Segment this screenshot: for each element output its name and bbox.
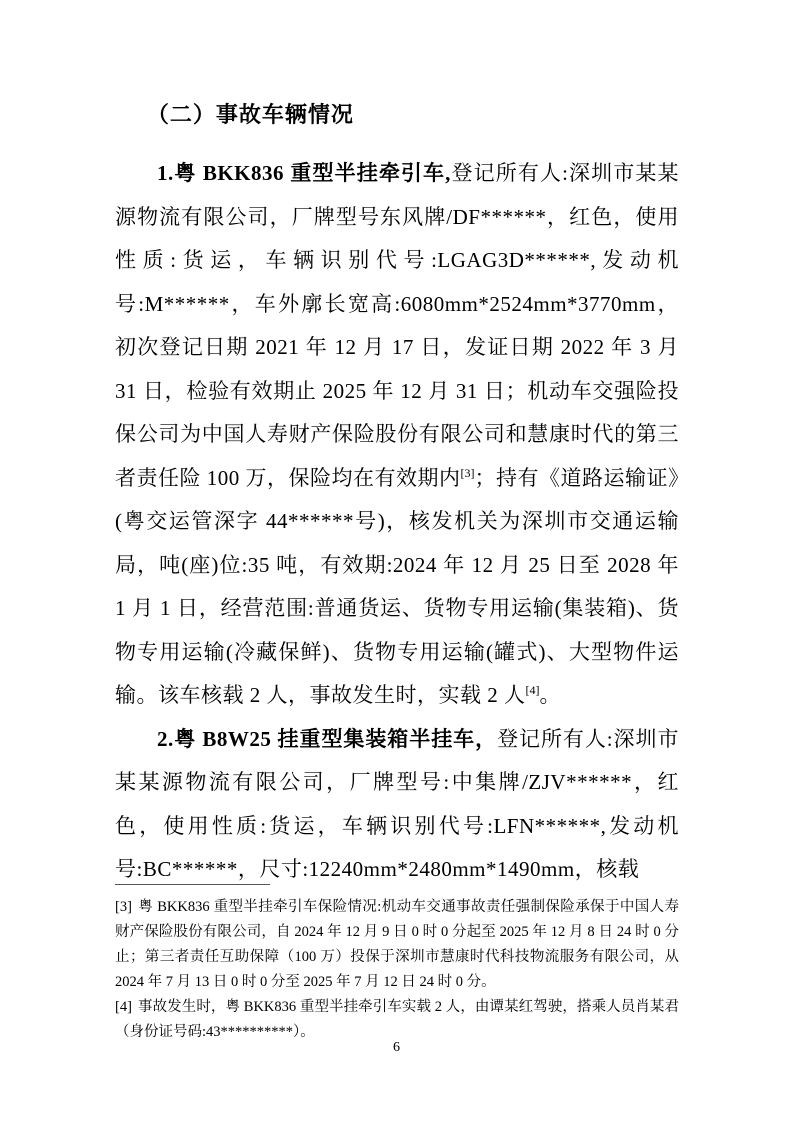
document-body	[115, 100, 679, 892]
footnote-4-text: 事故发生时，粤 BKK836 重型半挂牵引车实载 2 人，由谭某红驾驶，搭乘人员肖某君（身份证号码:43**********）。	[115, 999, 679, 1040]
vehicle-1-details: 登记所有人:深圳市某某源物流有限公司，厂牌型号东风牌/DF******，红色，使用性质:货运，车辆识别代号:LGAG3D******,发动机号:M******，车外廓长宽高:6080mm*2524mm*3770mm，初次登记日期 2021 年 12 月 17 日，发证日期 2022 年 3 月 31 日，检验有效期止 2025 年 12 月 31 日；机动车交强险投保公司为中国人寿财产保险股份有限公司和慧康时代的第三者责任险 100 万，保险均在有效期内	[115, 161, 679, 490]
vehicle-1-title: 1.粤 BKK836 重型半挂牵引车,	[157, 161, 451, 185]
footnote-4-marker: [4]	[115, 999, 132, 1015]
footnote-3	[115, 895, 679, 995]
footnote-section	[115, 884, 679, 1045]
vehicle-1-details-continued: ；持有《道路运输证》(粤交运管深字 44******号)，核发机关为深圳市交通运输局，吨(座)位:35 吨，有效期:2024 年 12 月 25 日至 2028 年 1 月 1 日，经营范围:普通货运、货物专用运输(集装箱)、货物专用运输(冷藏保鲜)、货物专用运输(罐式)、大型物件运输。该车核载 2 人，事故发生时，实载 2 人	[115, 465, 679, 707]
vehicle-2-details: 登记所有人:深圳市某某源物流有限公司，厂牌型号:中集牌/ZJV******，红色，使用性质:货运，车辆识别代号:LFN******,发动机号:BC******，尺寸:12240mm*2480mm*1490mm，核载	[115, 726, 679, 881]
vehicle-1-period: 。	[539, 683, 561, 707]
footnote-3-text: 粤 BKK836 重型半挂牵引车保险情况:机动车交通事故责任强制保险承保于中国人寿财产保险股份有限公司，自 2024 年 12 月 9 日 0 时 0 分起至 2025 年 12 月 8 日 24 时 0 分止；第三者责任互助保障（100 万）投保于深圳市慧康时代科技物流服务有限公司，从 2024 年 7 月 13 日 0 时 0 分至 2025 年 7 月 12 日 24 时 0 分。	[115, 899, 679, 990]
vehicle-2-title: 2.粤 B8W25 挂重型集装箱半挂车，	[157, 726, 498, 751]
page-number: 6	[393, 1040, 400, 1055]
paragraph-vehicle-1	[115, 152, 679, 718]
paragraph-vehicle-2	[115, 718, 679, 892]
footnote-4	[115, 995, 679, 1045]
footnote-separator	[115, 884, 270, 885]
section-heading: （二）事故车辆情况	[146, 102, 354, 127]
footnote-ref-3: [3]	[460, 465, 475, 480]
footnote-ref-4: [4]	[525, 683, 540, 697]
footnote-3-marker: [3]	[115, 899, 132, 915]
